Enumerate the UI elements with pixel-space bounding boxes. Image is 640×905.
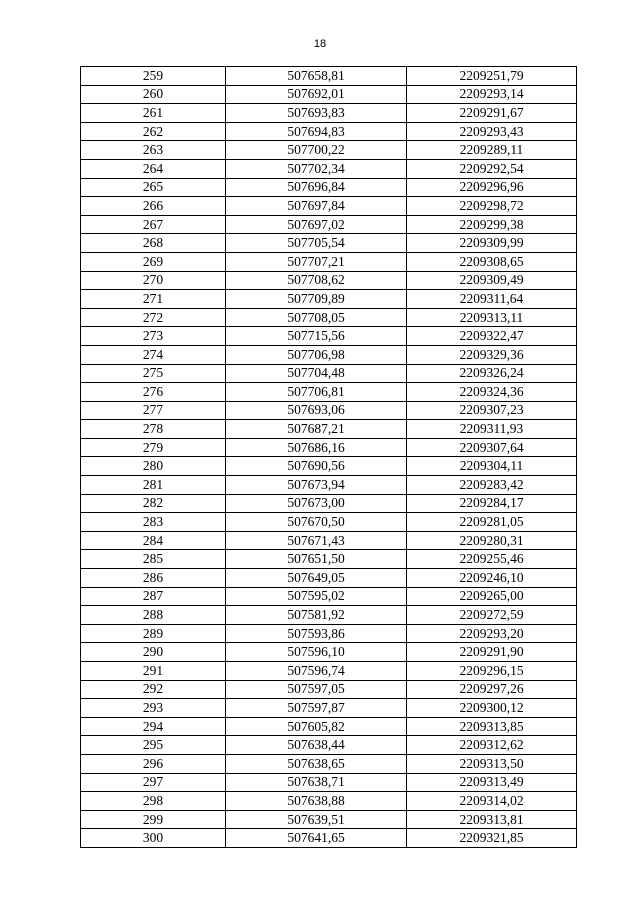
table-row xyxy=(81,252,577,271)
table-row xyxy=(81,197,577,216)
y-coordinate-cell: 2209293,20 xyxy=(407,624,577,643)
y-coordinate-cell: 2209300,12 xyxy=(407,699,577,718)
y-coordinate-cell: 2209309,99 xyxy=(407,234,577,253)
point-number-cell: 294 xyxy=(81,717,226,736)
table-row xyxy=(81,606,577,625)
x-coordinate-cell: 507581,92 xyxy=(226,606,407,625)
x-coordinate-cell: 507597,05 xyxy=(226,680,407,699)
point-number-cell: 287 xyxy=(81,587,226,606)
x-coordinate-cell: 507649,05 xyxy=(226,569,407,588)
table-row xyxy=(81,587,577,606)
x-coordinate-cell: 507700,22 xyxy=(226,141,407,160)
y-coordinate-cell: 2209289,11 xyxy=(407,141,577,160)
y-coordinate-cell: 2209329,36 xyxy=(407,345,577,364)
table-row xyxy=(81,736,577,755)
point-number-cell: 274 xyxy=(81,345,226,364)
x-coordinate-cell: 507687,21 xyxy=(226,420,407,439)
table-row xyxy=(81,550,577,569)
table-row xyxy=(81,438,577,457)
coordinates-table xyxy=(80,66,577,848)
x-coordinate-cell: 507705,54 xyxy=(226,234,407,253)
x-coordinate-cell: 507706,98 xyxy=(226,345,407,364)
point-number-cell: 298 xyxy=(81,792,226,811)
y-coordinate-cell: 2209324,36 xyxy=(407,383,577,402)
point-number-cell: 283 xyxy=(81,513,226,532)
point-number-cell: 284 xyxy=(81,531,226,550)
y-coordinate-cell: 2209314,02 xyxy=(407,792,577,811)
table-row xyxy=(81,364,577,383)
y-coordinate-cell: 2209280,31 xyxy=(407,531,577,550)
table-row xyxy=(81,494,577,513)
table-row xyxy=(81,159,577,178)
x-coordinate-cell: 507697,84 xyxy=(226,197,407,216)
table-row xyxy=(81,122,577,141)
point-number-cell: 297 xyxy=(81,773,226,792)
table-row xyxy=(81,624,577,643)
table-row xyxy=(81,680,577,699)
table-row xyxy=(81,717,577,736)
y-coordinate-cell: 2209313,50 xyxy=(407,754,577,773)
x-coordinate-cell: 507692,01 xyxy=(226,85,407,104)
y-coordinate-cell: 2209251,79 xyxy=(407,67,577,86)
point-number-cell: 271 xyxy=(81,290,226,309)
point-number-cell: 281 xyxy=(81,476,226,495)
y-coordinate-cell: 2209311,64 xyxy=(407,290,577,309)
x-coordinate-cell: 507697,02 xyxy=(226,215,407,234)
x-coordinate-cell: 507597,87 xyxy=(226,699,407,718)
x-coordinate-cell: 507638,65 xyxy=(226,754,407,773)
y-coordinate-cell: 2209292,54 xyxy=(407,159,577,178)
x-coordinate-cell: 507638,88 xyxy=(226,792,407,811)
point-number-cell: 260 xyxy=(81,85,226,104)
x-coordinate-cell: 507709,89 xyxy=(226,290,407,309)
point-number-cell: 291 xyxy=(81,662,226,681)
table-row xyxy=(81,104,577,123)
y-coordinate-cell: 2209296,15 xyxy=(407,662,577,681)
table-row xyxy=(81,290,577,309)
point-number-cell: 300 xyxy=(81,829,226,848)
point-number-cell: 268 xyxy=(81,234,226,253)
table-row xyxy=(81,383,577,402)
x-coordinate-cell: 507673,94 xyxy=(226,476,407,495)
point-number-cell: 270 xyxy=(81,271,226,290)
point-number-cell: 285 xyxy=(81,550,226,569)
y-coordinate-cell: 2209293,43 xyxy=(407,122,577,141)
y-coordinate-cell: 2209313,81 xyxy=(407,810,577,829)
y-coordinate-cell: 2209313,85 xyxy=(407,717,577,736)
y-coordinate-cell: 2209283,42 xyxy=(407,476,577,495)
point-number-cell: 264 xyxy=(81,159,226,178)
point-number-cell: 272 xyxy=(81,308,226,327)
point-number-cell: 279 xyxy=(81,438,226,457)
x-coordinate-cell: 507708,05 xyxy=(226,308,407,327)
point-number-cell: 286 xyxy=(81,569,226,588)
x-coordinate-cell: 507671,43 xyxy=(226,531,407,550)
y-coordinate-cell: 2209291,67 xyxy=(407,104,577,123)
table-row xyxy=(81,513,577,532)
point-number-cell: 266 xyxy=(81,197,226,216)
table-row xyxy=(81,457,577,476)
y-coordinate-cell: 2209304,11 xyxy=(407,457,577,476)
page-number: 18 xyxy=(313,38,327,50)
point-number-cell: 262 xyxy=(81,122,226,141)
y-coordinate-cell: 2209293,14 xyxy=(407,85,577,104)
x-coordinate-cell: 507651,50 xyxy=(226,550,407,569)
point-number-cell: 299 xyxy=(81,810,226,829)
point-number-cell: 259 xyxy=(81,67,226,86)
x-coordinate-cell: 507693,83 xyxy=(226,104,407,123)
point-number-cell: 280 xyxy=(81,457,226,476)
table-row xyxy=(81,141,577,160)
y-coordinate-cell: 2209281,05 xyxy=(407,513,577,532)
table-row xyxy=(81,327,577,346)
table-row xyxy=(81,271,577,290)
table-row xyxy=(81,345,577,364)
x-coordinate-cell: 507696,84 xyxy=(226,178,407,197)
y-coordinate-cell: 2209326,24 xyxy=(407,364,577,383)
y-coordinate-cell: 2209307,64 xyxy=(407,438,577,457)
x-coordinate-cell: 507593,86 xyxy=(226,624,407,643)
y-coordinate-cell: 2209265,00 xyxy=(407,587,577,606)
y-coordinate-cell: 2209296,96 xyxy=(407,178,577,197)
x-coordinate-cell: 507673,00 xyxy=(226,494,407,513)
x-coordinate-cell: 507658,81 xyxy=(226,67,407,86)
table-row xyxy=(81,792,577,811)
point-number-cell: 293 xyxy=(81,699,226,718)
table-row xyxy=(81,476,577,495)
y-coordinate-cell: 2209299,38 xyxy=(407,215,577,234)
y-coordinate-cell: 2209297,26 xyxy=(407,680,577,699)
y-coordinate-cell: 2209308,65 xyxy=(407,252,577,271)
point-number-cell: 273 xyxy=(81,327,226,346)
table-row xyxy=(81,773,577,792)
table-row xyxy=(81,569,577,588)
table-row xyxy=(81,85,577,104)
x-coordinate-cell: 507638,71 xyxy=(226,773,407,792)
point-number-cell: 261 xyxy=(81,104,226,123)
y-coordinate-cell: 2209309,49 xyxy=(407,271,577,290)
x-coordinate-cell: 507708,62 xyxy=(226,271,407,290)
y-coordinate-cell: 2209311,93 xyxy=(407,420,577,439)
table-row xyxy=(81,810,577,829)
x-coordinate-cell: 507694,83 xyxy=(226,122,407,141)
y-coordinate-cell: 2209321,85 xyxy=(407,829,577,848)
x-coordinate-cell: 507596,10 xyxy=(226,643,407,662)
x-coordinate-cell: 507706,81 xyxy=(226,383,407,402)
y-coordinate-cell: 2209313,11 xyxy=(407,308,577,327)
y-coordinate-cell: 2209322,47 xyxy=(407,327,577,346)
x-coordinate-cell: 507686,16 xyxy=(226,438,407,457)
table-row xyxy=(81,401,577,420)
table-row xyxy=(81,308,577,327)
y-coordinate-cell: 2209312,62 xyxy=(407,736,577,755)
point-number-cell: 288 xyxy=(81,606,226,625)
y-coordinate-cell: 2209291,90 xyxy=(407,643,577,662)
table-row xyxy=(81,178,577,197)
x-coordinate-cell: 507595,02 xyxy=(226,587,407,606)
x-coordinate-cell: 507704,48 xyxy=(226,364,407,383)
point-number-cell: 295 xyxy=(81,736,226,755)
coordinates-table-body xyxy=(81,67,577,848)
x-coordinate-cell: 507605,82 xyxy=(226,717,407,736)
point-number-cell: 296 xyxy=(81,754,226,773)
point-number-cell: 265 xyxy=(81,178,226,197)
table-row xyxy=(81,531,577,550)
point-number-cell: 290 xyxy=(81,643,226,662)
y-coordinate-cell: 2209298,72 xyxy=(407,197,577,216)
y-coordinate-cell: 2209284,17 xyxy=(407,494,577,513)
point-number-cell: 282 xyxy=(81,494,226,513)
table-row xyxy=(81,699,577,718)
table-row xyxy=(81,829,577,848)
point-number-cell: 276 xyxy=(81,383,226,402)
y-coordinate-cell: 2209246,10 xyxy=(407,569,577,588)
point-number-cell: 289 xyxy=(81,624,226,643)
table-row xyxy=(81,67,577,86)
x-coordinate-cell: 507638,44 xyxy=(226,736,407,755)
point-number-cell: 267 xyxy=(81,215,226,234)
point-number-cell: 277 xyxy=(81,401,226,420)
point-number-cell: 275 xyxy=(81,364,226,383)
point-number-cell: 269 xyxy=(81,252,226,271)
x-coordinate-cell: 507596,74 xyxy=(226,662,407,681)
x-coordinate-cell: 507641,65 xyxy=(226,829,407,848)
point-number-cell: 263 xyxy=(81,141,226,160)
table-row xyxy=(81,420,577,439)
table-row xyxy=(81,234,577,253)
table-row xyxy=(81,643,577,662)
x-coordinate-cell: 507707,21 xyxy=(226,252,407,271)
point-number-cell: 278 xyxy=(81,420,226,439)
x-coordinate-cell: 507693,06 xyxy=(226,401,407,420)
x-coordinate-cell: 507715,56 xyxy=(226,327,407,346)
table-row xyxy=(81,662,577,681)
table-row xyxy=(81,754,577,773)
y-coordinate-cell: 2209307,23 xyxy=(407,401,577,420)
x-coordinate-cell: 507670,50 xyxy=(226,513,407,532)
x-coordinate-cell: 507702,34 xyxy=(226,159,407,178)
x-coordinate-cell: 507639,51 xyxy=(226,810,407,829)
y-coordinate-cell: 2209255,46 xyxy=(407,550,577,569)
table-row xyxy=(81,215,577,234)
y-coordinate-cell: 2209272,59 xyxy=(407,606,577,625)
y-coordinate-cell: 2209313,49 xyxy=(407,773,577,792)
point-number-cell: 292 xyxy=(81,680,226,699)
x-coordinate-cell: 507690,56 xyxy=(226,457,407,476)
